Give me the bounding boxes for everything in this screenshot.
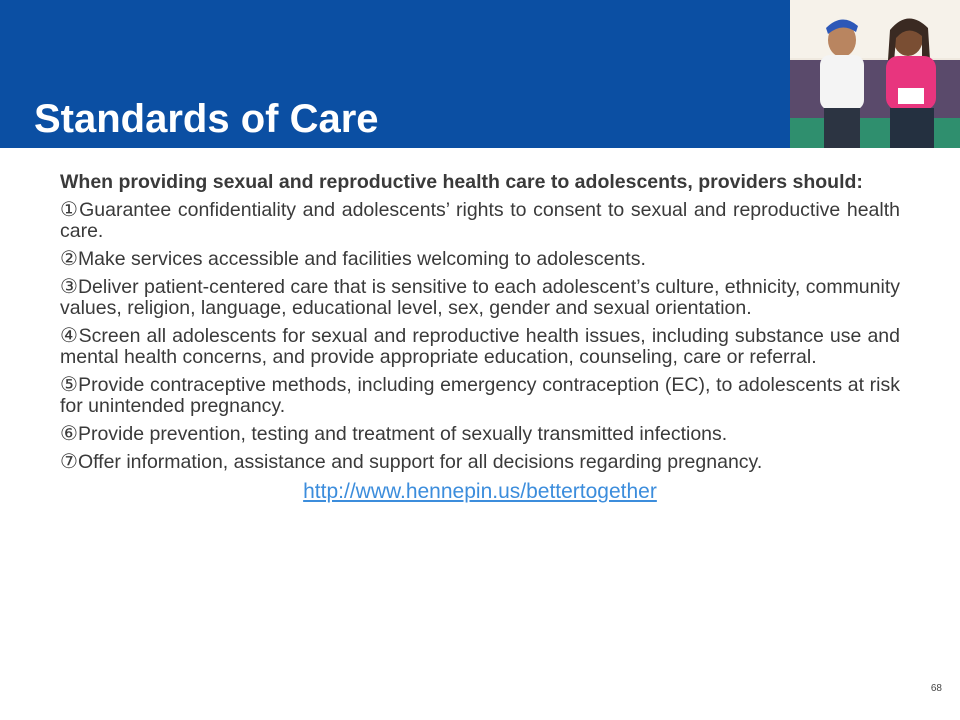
better-together-link[interactable]: http://www.hennepin.us/bettertogether <box>303 480 657 503</box>
item-text: Provide contraceptive methods, including emergency contraception (EC), to adolescents at risk for unintended pregnancy. <box>60 374 900 417</box>
slide-title: Standards of Care <box>34 97 379 141</box>
title-banner <box>0 0 790 148</box>
list-item <box>60 325 900 368</box>
link-container <box>60 481 900 503</box>
item-text: Make services accessible and facilities welcoming to adolescents. <box>77 248 646 270</box>
item-text: Offer information, assistance and support for all decisions regarding pregnancy. <box>77 451 763 473</box>
list-item <box>60 451 900 473</box>
header-photo <box>790 0 960 148</box>
item-text: Deliver patient-centered care that is sensitive to each adolescent’s culture, ethnicity, community values, religion, language, educational level, sex, gender and sexual orientation. <box>60 276 901 319</box>
item-number: ① <box>60 197 80 221</box>
intro-text: When providing sexual and reproductive health care to adolescents, providers should: <box>60 171 863 193</box>
list-item <box>60 199 900 242</box>
item-text: Provide prevention, testing and treatment of sexually transmitted infections. <box>77 423 728 445</box>
list-item <box>60 276 900 319</box>
item-number: ⑥ <box>60 421 78 445</box>
item-number: ③ <box>60 274 78 298</box>
page-number: 68 <box>930 683 942 694</box>
item-text: Screen all adolescents for sexual and reproductive health issues, including substance use and mental health concerns, and provide appropriate education, counseling, care or referral. <box>60 325 900 368</box>
photo-illustration <box>790 0 960 148</box>
item-text: Guarantee confidentiality and adolescents’ rights to consent to sexual and reproductive health care. <box>60 199 900 242</box>
list-item <box>60 423 900 445</box>
item-number: ⑤ <box>60 372 79 396</box>
item-number: ② <box>60 246 78 270</box>
item-number: ④ <box>60 323 79 347</box>
item-number: ⑦ <box>60 449 78 473</box>
list-item <box>60 374 900 417</box>
list-item <box>60 248 900 270</box>
slide-body <box>60 172 900 503</box>
